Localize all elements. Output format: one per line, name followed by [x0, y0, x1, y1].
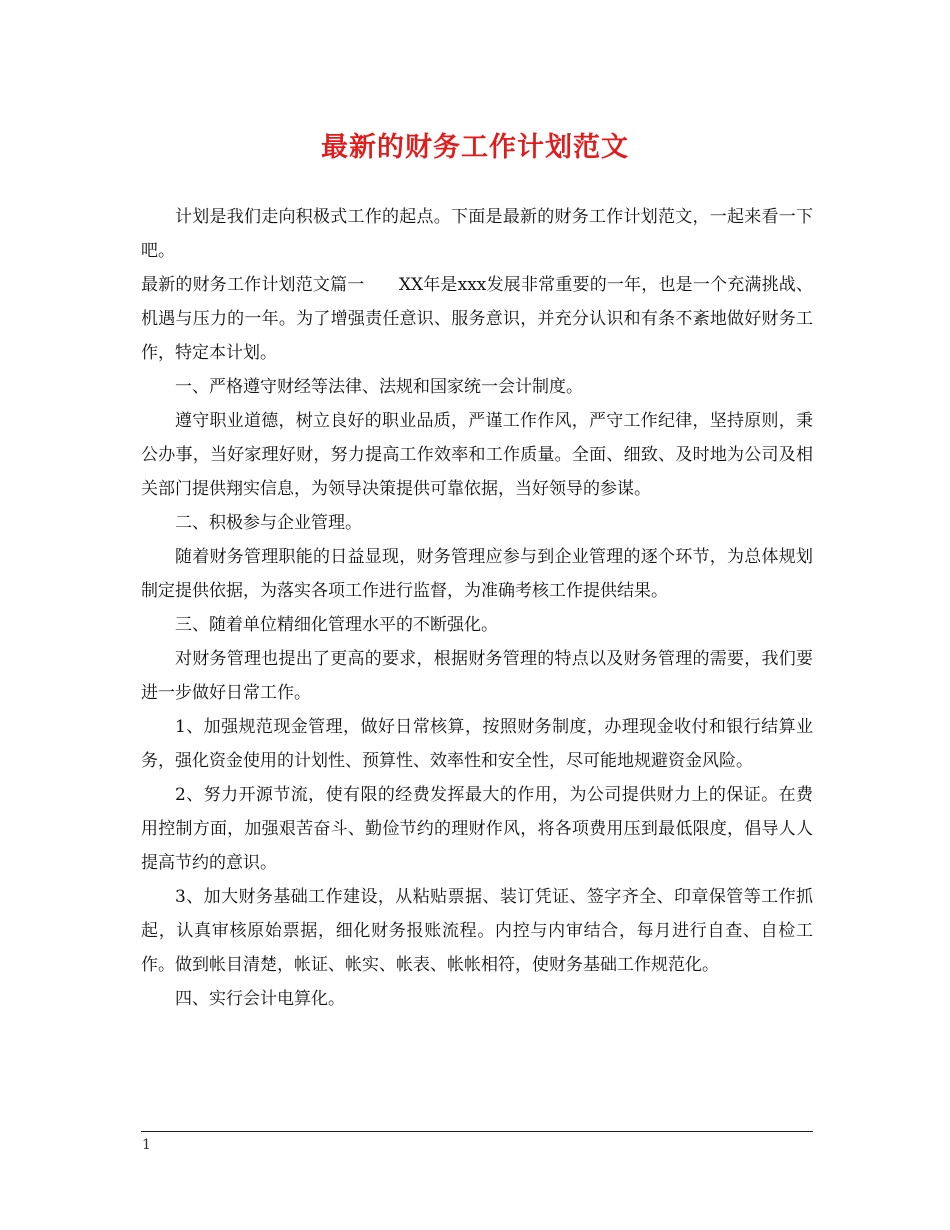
list-item-2: 2、努力开源节流，使有限的经费发挥最大的作用，为公司提供财力上的保证。在费用控制方面，加强艰苦奋斗、勤俭节约的理财作风，将各项费用压到最低限度，倡导人人提高节约的意识。 — [141, 785, 813, 873]
document-title: 最新的财务工作计划范文 — [321, 132, 629, 163]
page-number: 1 — [142, 1137, 151, 1153]
section-heading-2: 二、积极参与企业管理。 — [175, 513, 362, 533]
document-body — [141, 200, 813, 1016]
paragraph-intro: 计划是我们走向积极式工作的起点。下面是最新的财务工作计划范文，一起来看一下吧。 — [141, 207, 813, 261]
list-item-3: 3、加大财务基础工作建设，从粘贴票据、装订凭证、签字齐全、印章保管等工作抓起，认真审核原始票据，细化财务报账流程。内控与内审结合，每月进行自查、自检工作。做到帐目清楚，帐证、帐实、帐表、帐帐相符，使财务基础工作规范化。 — [141, 887, 813, 975]
paragraph-section-3: 对财务管理也提出了更高的要求，根据财务管理的特点以及财务管理的需要，我们要进一步做好日常工作。 — [141, 649, 813, 703]
section-heading-3: 三、随着单位精细化管理水平的不断强化。 — [175, 615, 498, 635]
paragraph-section-1: 遵守职业道德，树立良好的职业品质，严谨工作作风，严守工作纪律，坚持原则，秉公办事，当好家理好财，努力提高工作效率和工作质量。全面、细致、及时地为公司及相关部门提供翔实信息，为领导决策提供可靠依据，当好领导的参谋。 — [141, 411, 813, 499]
section-heading-1: 一、严格遵守财经等法律、法规和国家统一会计制度。 — [175, 377, 583, 397]
footer-divider — [141, 1131, 813, 1132]
paragraph-section-2: 随着财务管理职能的日益显现，财务管理应参与到企业管理的逐个环节，为总体规划制定提供依据，为落实各项工作进行监督，为准确考核工作提供结果。 — [141, 547, 813, 601]
paragraph-plan-overview: 最新的财务工作计划范文篇一 XX年是xxx发展非常重要的一年，也是一个充满挑战、机遇与压力的一年。为了增强责任意识、服务意识，并充分认识和有条不紊地做好财务工作，特定本计划。 — [141, 275, 813, 363]
section-heading-4: 四、实行会计电算化。 — [175, 989, 345, 1009]
list-item-1: 1、加强规范现金管理，做好日常核算，按照财务制度，办理现金收付和银行结算业务，强化资金使用的计划性、预算性、效率性和安全性，尽可能地规避资金风险。 — [141, 717, 813, 771]
